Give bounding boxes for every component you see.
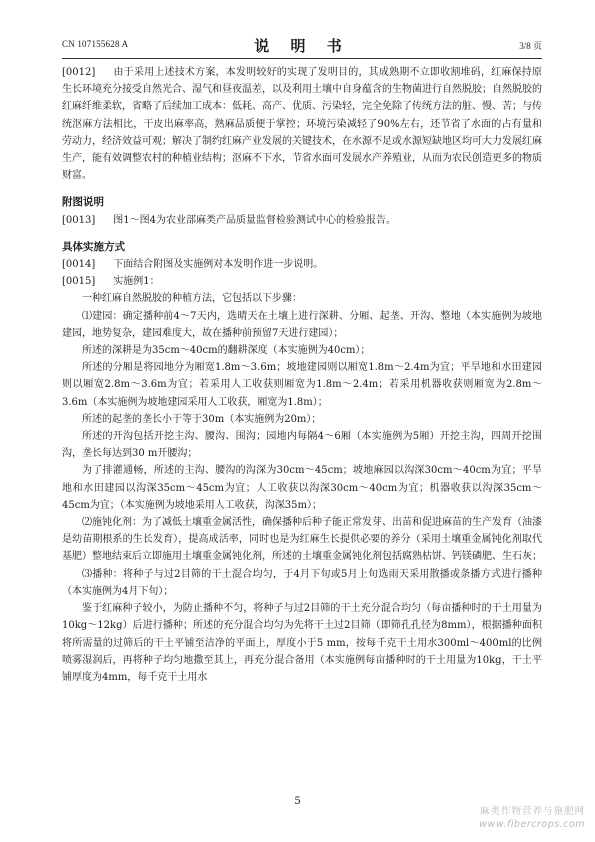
paragraph-0013 (62, 212, 542, 229)
watermark (479, 805, 585, 831)
document-title: 说 明 书 (254, 37, 350, 55)
paragraph-tag: [0015] (62, 276, 96, 288)
paragraph-0012 (62, 64, 542, 184)
paragraph-0015 (62, 273, 542, 290)
section-heading-drawings: 附图说明 (62, 196, 104, 209)
document-body (62, 64, 542, 686)
paragraph-text: 实施例1： (113, 276, 160, 288)
watermark-url: www.fibercrops.com (479, 819, 585, 830)
page-number: 5 (294, 796, 301, 807)
page-header (62, 35, 542, 55)
watermark-site-name: 麻类作物营养与施肥网 (479, 806, 585, 817)
paragraph-tag: [0013] (62, 214, 96, 226)
deep-plough-detail: 所述的深耕是为35cm～40cm的翻耕深度（本实施例为40cm）； (82, 345, 371, 357)
step-1-establish-field: ⑴建园：确定播种前4～7天内，选晴天在土壤上进行深耕、分厢、起垄、开沟、整地（本实施例为坡地建园，地势复杂，建园难度大，故在播种前预留7天进行建园）； (62, 310, 542, 339)
paragraph-tag: [0012] (62, 67, 96, 78)
header-divider (62, 58, 542, 59)
trench-depth-detail: 为了排灌通畅，所述的主沟、腰沟的沟深为30cm～45cm；坡地麻园以沟深30cm～40cm为宜；平旱地和水田建园以沟深35cm～45cm为宜；人工收获以沟深30cm～40cm为宜；机器收获以沟深35cm～45cm为宜；（本实施例为坡地采用人工收获，沟深35m）； (62, 465, 542, 511)
paragraph-tag: [0014] (62, 259, 96, 271)
page-indicator: 3/8 页 (519, 41, 542, 51)
paragraph-text: 由于采用上述技术方案，本发明较好的实现了发明目的，其成熟期不立即收割堆码，红麻保持原生长环境充分接受自然光合、湿气和昼夜温差，以及利用土壤中自身蕴含的生物菌进行自然脱胶；自然脱胶的红麻纤维柔软，省略了后续加工成本：低耗、高产、优质、污染轻，完全免除了传统方法的脏、慢、苦；与传统沤麻方法相比，干皮出麻率高，熟麻品质便于掌控；环境污染减轻了90%左右，还节省了水面的占有量和劳动力，经济效益可观；解决了制约红麻产业发展的关键技术，在水源不足或水源短缺地区均可大力发展红麻生产，能有效调整农村的种植业结构；沤麻不下水，节省水面可发展水产养殖业，从而为农民创造更多的物质财富。 (62, 67, 542, 182)
paragraph-text: 下面结合附图及实施例对本发明作进一步说明。 (113, 259, 324, 271)
paragraph-text: 图1～图4为农业部麻类产品质量监督检验测试中心的检验报告。 (113, 214, 396, 226)
sowing-mixing-detail: 鉴于红麻种子较小，为防止播种不匀，将种子与过2目筛的干土充分混合均匀（每亩播种时的干土用量为10kg～12kg）后进行播种；所述的充分混合均匀为先将干土过2目筛（即筛孔孔径为8mm），根据播种面积将所需量的过筛后的干土平铺至洁净的平面上，厚度小于5 mm，按每千克干土用水300ml～400ml的比例喷雾湿润后，再将种子均匀地撒至其上，再充分混合备用（本实施例每亩播种时的干土用量为10kg，干土平铺厚度为4mm，每千克干土用水 (62, 603, 542, 683)
bed-division-detail: 所述的分厢是将园地分为厢宽1.8m～3.6m；坡地建园则以厢宽1.8m～2.4m为宜；平旱地和水田建园则以厢宽2.8m～3.6m为宜；若采用人工收获则厢宽为1.8m～2.4m；若采用机器收获则厢宽为2.8m～3.6m（本实施例为坡地建园采用人工收获，厢宽为1.8m）； (62, 362, 542, 408)
trench-detail: 所述的开沟包括开挖主沟、腰沟、围沟；园地内每隔4～6厢（本实施例为5厢）开挖主沟，四周开挖围沟，垄长每达到30 m开腰沟； (62, 431, 542, 460)
ridge-detail: 所述的起垄的垄长小于等于30m（本实施例为20m）； (82, 413, 322, 425)
section-heading-embodiment: 具体实施方式 (62, 240, 125, 253)
patent-number: CN 107155628 A (62, 39, 129, 49)
step-2-passivator: ⑵施钝化剂：为了减低土壤重金属活性，确保播种后种子能正常发芽、出苗和促进麻苗的生产发育（油漆是幼苗期根系的生长发育），提高成活率，同时也是为红麻生长提供必要的养分（采用土壤重金属钝化剂取代基肥）整地结束后立即施用土壤重金属钝化剂，所述的土壤重金属钝化剂包括腐熟枯饼、钙镁磷肥、生石灰； (62, 517, 542, 563)
method-intro: 一种红麻自然脱胶的种植方法，它包括以下步骤： (82, 293, 302, 305)
paragraph-0014 (62, 256, 542, 273)
step-3-sowing: ⑶播种：将种子与过2目筛的干土混合均匀，于4月下旬或5月上旬选雨天采用散播或条播方式进行播种（本实施例为4月下旬）； (62, 568, 542, 597)
